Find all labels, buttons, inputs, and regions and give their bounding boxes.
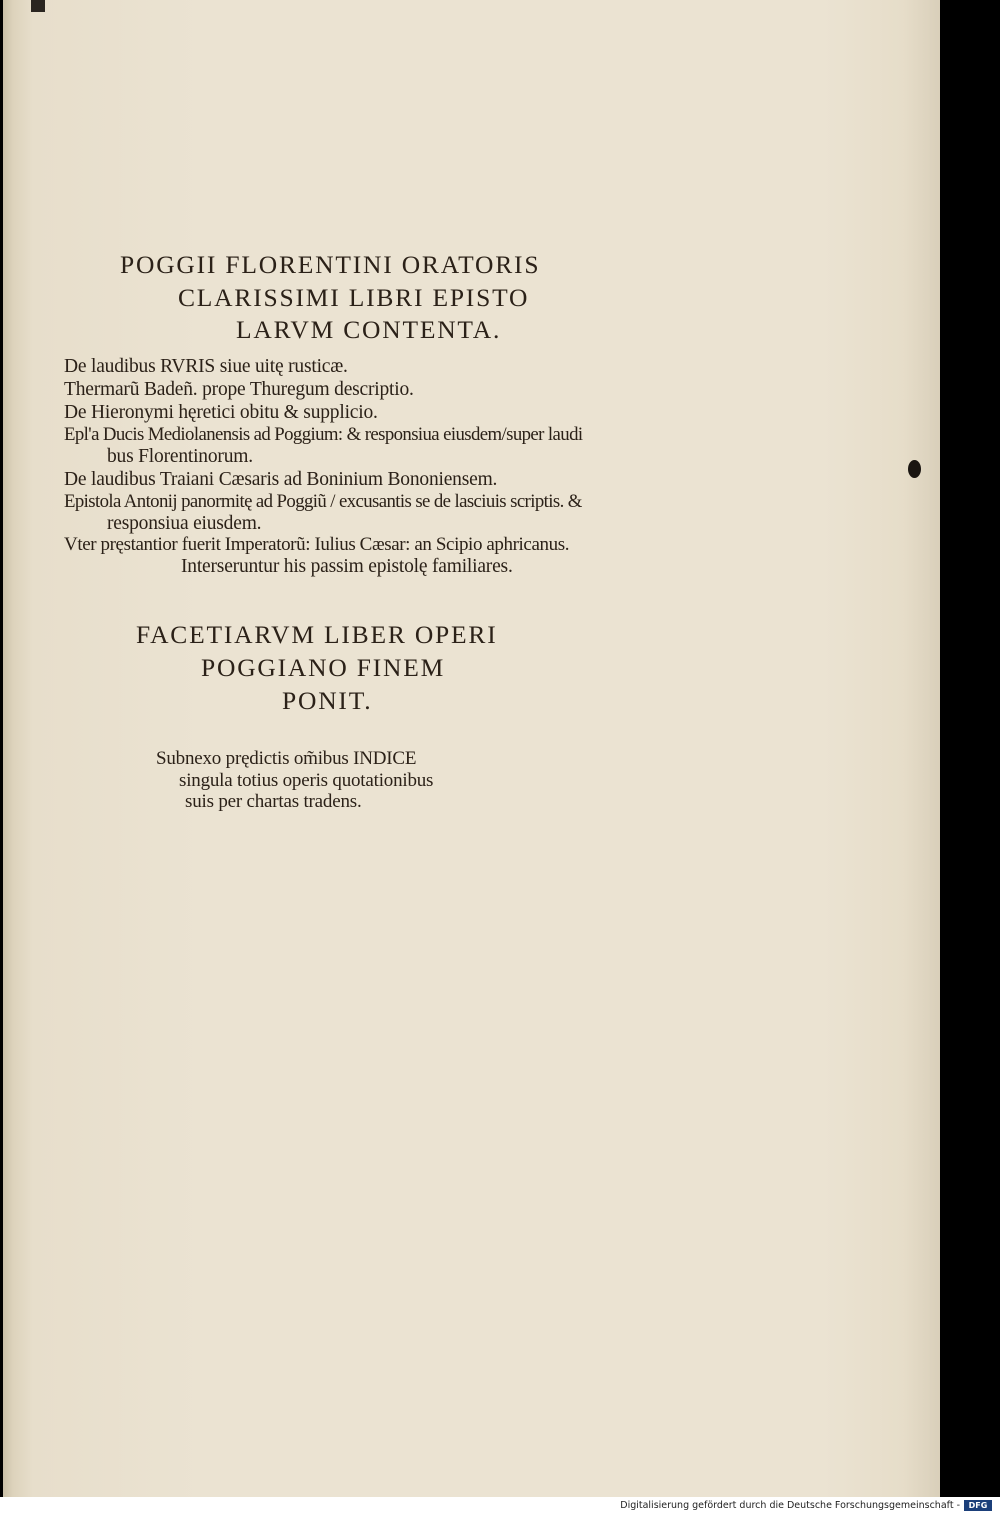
title-line-2: CLARISSIMI LIBRI EPISTO xyxy=(178,283,530,312)
binding-mark xyxy=(31,0,45,12)
facetiae-line-3: PONIT. xyxy=(282,686,373,715)
toc-line-5: bus Florentinorum. xyxy=(107,446,253,467)
index-note-line-1: Subnexo prędictis om̃ibus INDICE xyxy=(156,748,417,769)
toc-line-7: Epistola Antonij panormitę ad Poggiũ / excusantis se de lasciuis scriptis. & xyxy=(64,491,582,512)
footer-bar xyxy=(0,1497,1000,1515)
toc-line-8: responsiua eiusdem. xyxy=(107,513,262,534)
document-page xyxy=(3,0,940,1497)
toc-line-6: De laudibus Traiani Cæsaris ad Boninium Bononiensem. xyxy=(64,469,498,490)
dfg-logo: DFG xyxy=(964,1500,992,1511)
footer-credit: Digitalisierung gefördert durch die Deutsche Forschungsgemeinschaft - xyxy=(620,1500,960,1511)
toc-line-4: Epl'a Ducis Mediolanensis ad Poggium: & responsiua eiusdem/super laudi xyxy=(64,424,583,445)
toc-line-2: Thermarũ Badeñ. prope Thuregum descriptio. xyxy=(64,379,414,400)
toc-line-10: Interseruntur his passim epistolę familiares. xyxy=(181,556,513,577)
ink-blot xyxy=(908,460,921,478)
toc-line-9: Vter pręstantior fuerit Imperatorũ: Iulius Cæsar: an Scipio aphricanus. xyxy=(64,534,570,555)
toc-line-1: De laudibus RVRIS siue uitę rusticæ. xyxy=(64,356,348,377)
title-line-3: LARVM CONTENTA. xyxy=(236,315,502,344)
index-note-line-3: suis per chartas tradens. xyxy=(185,791,362,812)
toc-line-3: De Hieronymi hęretici obitu & supplicio. xyxy=(64,402,378,423)
facetiae-line-1: FACETIARVM LIBER OPERI xyxy=(136,620,498,649)
index-note-line-2: singula totius operis quotationibus xyxy=(179,770,434,791)
facetiae-line-2: POGGIANO FINEM xyxy=(201,653,446,682)
title-line-1: POGGII FLORENTINI ORATORIS xyxy=(120,250,541,279)
